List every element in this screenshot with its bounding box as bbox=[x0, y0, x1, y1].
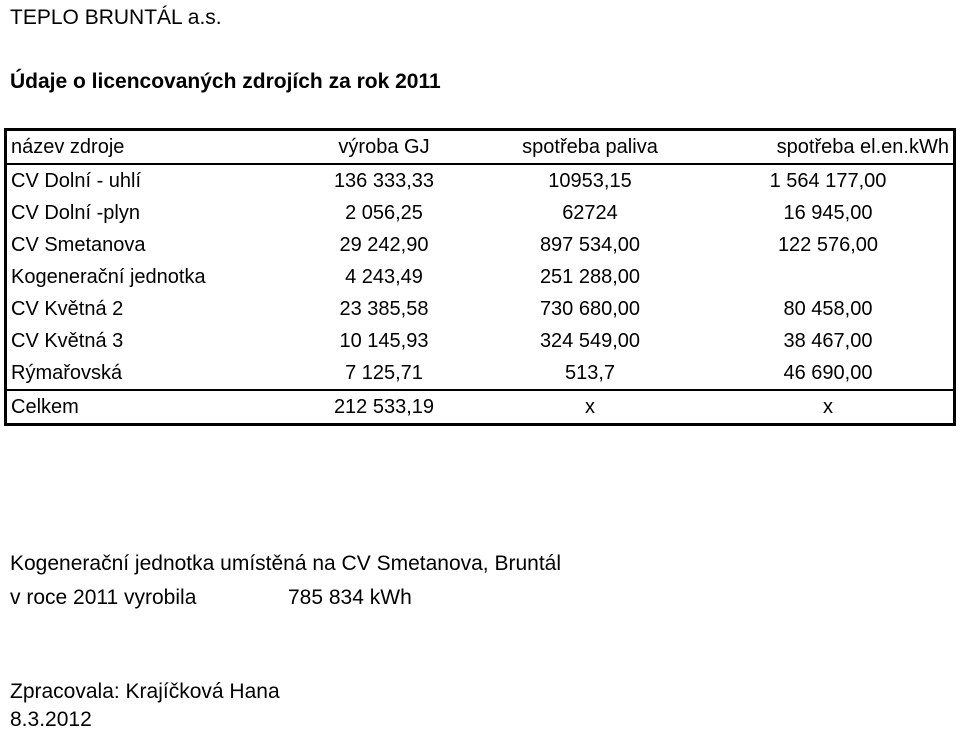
table-header-row bbox=[7, 131, 953, 165]
fuel-cell: 324 549,00 bbox=[539, 330, 641, 352]
cogeneration-note: Kogenerační jednotka umístěná na CV Smetanova, Bruntál bbox=[10, 552, 562, 575]
table-row bbox=[7, 197, 953, 229]
electricity-cell: 122 576,00 bbox=[777, 234, 879, 256]
total-electricity-cell: x bbox=[823, 396, 833, 418]
total-fuel-cell: x bbox=[585, 396, 595, 418]
fuel-cell: 62724 bbox=[562, 202, 618, 224]
column-header-fuel: spotřeba paliva bbox=[522, 136, 658, 158]
fuel-cell: 10953,15 bbox=[548, 170, 632, 192]
author: Zpracovala: Krajíčková Hana bbox=[10, 680, 280, 703]
sources-table bbox=[4, 128, 956, 426]
table-row bbox=[7, 325, 953, 357]
page-title: Údaje o licencovaných zdrojích za rok 2011 bbox=[10, 70, 441, 93]
table-total-row bbox=[7, 389, 953, 423]
production-cell: 10 145,93 bbox=[339, 330, 429, 352]
production-cell: 2 056,25 bbox=[345, 202, 423, 224]
electricity-cell: 46 690,00 bbox=[783, 362, 873, 384]
fuel-cell: 897 534,00 bbox=[539, 234, 641, 256]
source-name-cell: CV Dolní - uhlí bbox=[11, 170, 142, 192]
fuel-cell: 513,7 bbox=[564, 362, 616, 384]
electricity-cell: 38 467,00 bbox=[783, 330, 873, 352]
column-header-name: název zdroje bbox=[11, 136, 125, 158]
source-name-cell: CV Smetanova bbox=[11, 234, 146, 256]
source-name-cell: CV Květná 2 bbox=[11, 298, 124, 320]
source-name-cell: Rýmařovská bbox=[11, 362, 123, 384]
production-cell: 7 125,71 bbox=[345, 362, 423, 384]
electricity-cell: 16 945,00 bbox=[783, 202, 873, 224]
fuel-cell: 251 288,00 bbox=[539, 266, 641, 288]
total-label-cell: Celkem bbox=[11, 396, 79, 418]
table-row bbox=[7, 261, 953, 293]
source-name-cell: CV Dolní -plyn bbox=[11, 202, 140, 224]
production-note-label: v roce 2011 vyrobila bbox=[10, 586, 197, 609]
column-header-production: výroba GJ bbox=[338, 136, 430, 158]
electricity-cell: 1 564 177,00 bbox=[769, 170, 887, 192]
source-name-cell: Kogenerační jednotka bbox=[11, 266, 206, 288]
company-name: TEPLO BRUNTÁL a.s. bbox=[10, 6, 222, 29]
document-date: 8.3.2012 bbox=[10, 708, 92, 731]
column-header-electricity: spotřeba el.en.kWh bbox=[776, 136, 949, 158]
table-row bbox=[7, 165, 953, 197]
source-name-cell: CV Květná 3 bbox=[11, 330, 124, 352]
fuel-cell: 730 680,00 bbox=[539, 298, 641, 320]
production-cell: 23 385,58 bbox=[339, 298, 429, 320]
table-row bbox=[7, 229, 953, 261]
electricity-cell: 80 458,00 bbox=[783, 298, 873, 320]
table-row bbox=[7, 293, 953, 325]
electricity-cell bbox=[703, 261, 953, 293]
production-note-value: 785 834 kWh bbox=[288, 586, 412, 609]
total-production-cell: 212 533,19 bbox=[333, 396, 435, 418]
production-cell: 29 242,90 bbox=[339, 234, 429, 256]
production-cell: 4 243,49 bbox=[345, 266, 423, 288]
table-row bbox=[7, 357, 953, 389]
production-cell: 136 333,33 bbox=[333, 170, 435, 192]
